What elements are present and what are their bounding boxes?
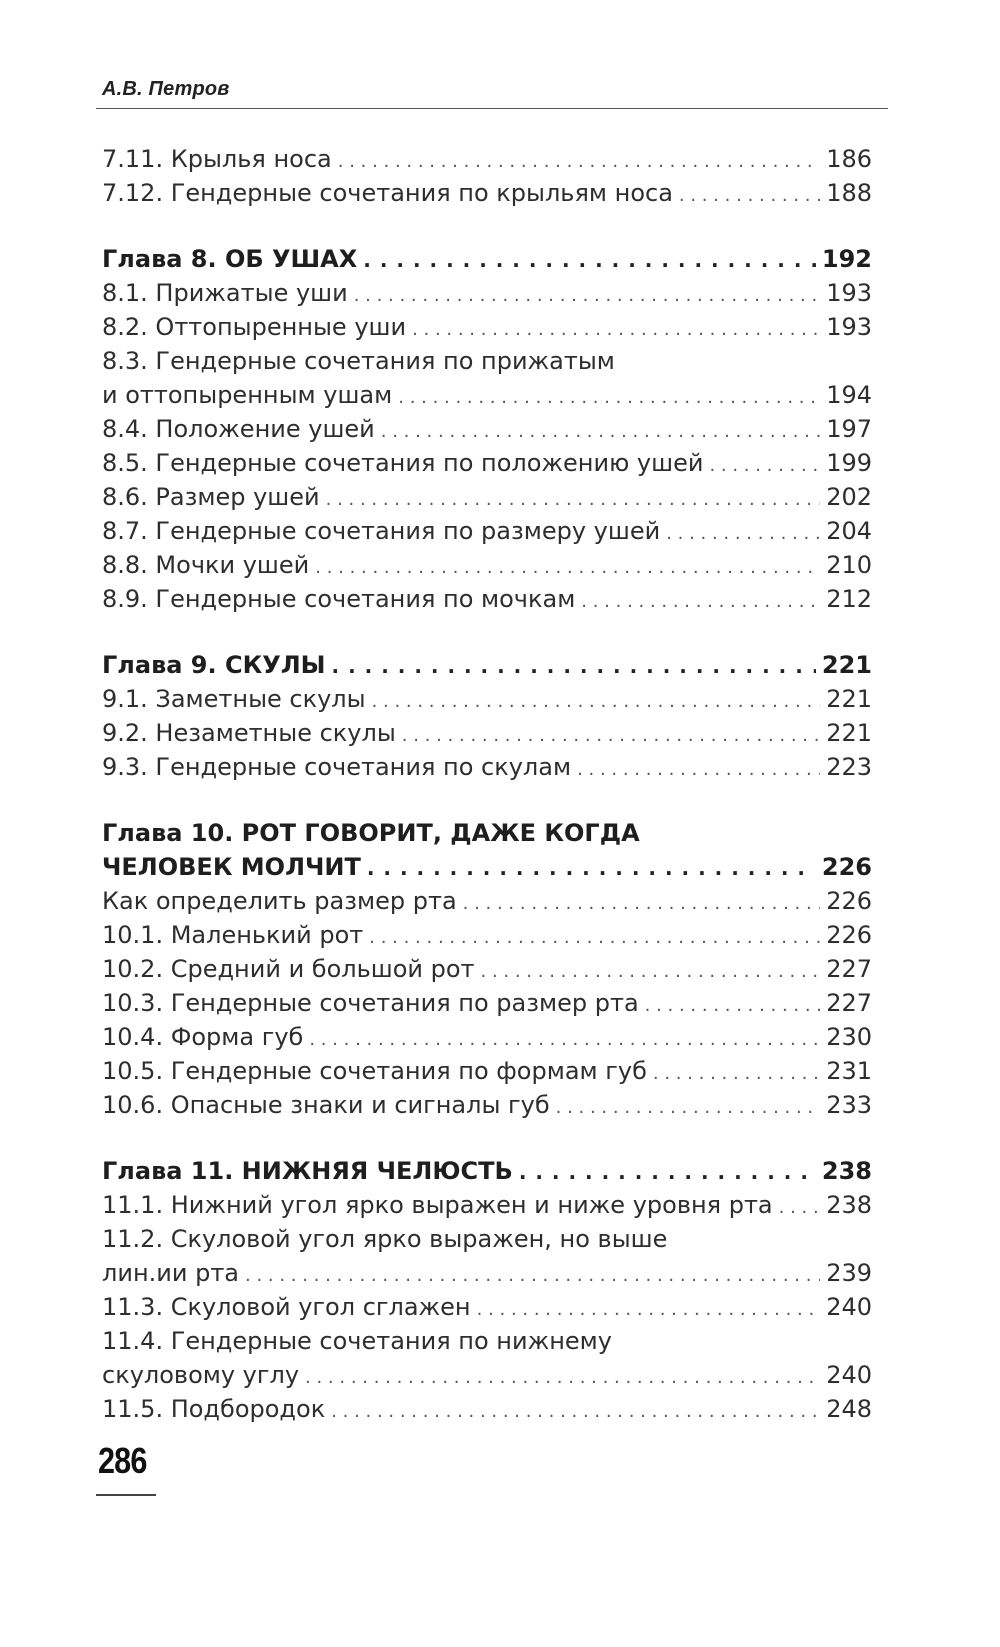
toc-entry-8-3 xyxy=(102,378,872,412)
toc-entry-title: 11.5. Подбородок xyxy=(102,1395,326,1423)
toc-entry-11-5 xyxy=(102,1392,872,1426)
running-header-author: А.В. Петров xyxy=(102,78,230,100)
toc-entry-page: 193 xyxy=(826,313,872,341)
toc-entry-8-8 xyxy=(102,548,872,582)
leader-dots xyxy=(372,682,821,719)
toc-entry-title: 10.6. Опасные знаки и сигналы губ xyxy=(102,1091,550,1119)
toc-entry-page: 199 xyxy=(826,449,872,477)
toc-entry-title: 11.1. Нижний угол ярко выражен и ниже уровня рта xyxy=(102,1191,773,1219)
leader-dots xyxy=(581,582,820,619)
toc-entry-page: 226 xyxy=(826,921,872,949)
toc-entry-page: 233 xyxy=(826,1091,872,1119)
toc-entry-page: 240 xyxy=(826,1361,872,1389)
toc-entry-10-1 xyxy=(102,918,872,952)
chapter-page: 221 xyxy=(821,651,872,679)
leader-dots xyxy=(412,310,820,347)
leader-dots xyxy=(367,850,816,885)
toc-entry-8-7 xyxy=(102,514,872,548)
toc-entry-7-11 xyxy=(102,142,872,176)
leader-dots xyxy=(645,986,821,1023)
toc-entry-title: 8.1. Прижатые уши xyxy=(102,279,348,307)
toc-entry-page: 197 xyxy=(826,415,872,443)
leader-dots xyxy=(245,1256,820,1293)
toc-chapter-10-line1: Глава 10. РОТ ГОВОРИТ, ДАЖЕ КОГДА xyxy=(102,819,640,847)
toc-entry-page: 186 xyxy=(826,145,872,173)
leader-dots xyxy=(315,548,820,585)
leader-dots xyxy=(519,1154,816,1189)
toc-entry-title: 8.6. Размер ушей xyxy=(102,483,320,511)
chapter-title: ЧЕЛОВЕК МОЛЧИТ xyxy=(102,853,361,881)
toc-entry-9-3 xyxy=(102,750,872,784)
toc-entry-page: 231 xyxy=(826,1057,872,1085)
toc-chapter-11 xyxy=(102,1154,872,1188)
toc-entry-title: 9.3. Гендерные сочетания по скулам xyxy=(102,753,572,781)
leader-dots xyxy=(309,1020,820,1057)
leader-dots xyxy=(369,918,820,955)
toc-entry-title: 8.5. Гендерные сочетания по положению ушей xyxy=(102,449,704,477)
header-rule xyxy=(96,108,888,109)
toc-entry-11-2-line1: 11.2. Скуловой угол ярко выражен, но выше xyxy=(102,1225,668,1253)
toc-entry-10-6 xyxy=(102,1088,872,1122)
toc-entry-9-1 xyxy=(102,682,872,716)
toc-entry-title: 7.11. Крылья носа xyxy=(102,145,332,173)
toc-entry-page: 248 xyxy=(826,1395,872,1423)
toc-entry-title: 8.8. Мочки ушей xyxy=(102,551,310,579)
toc-entry-title: 10.4. Форма губ xyxy=(102,1023,304,1051)
table-of-contents xyxy=(102,142,872,1426)
toc-entry-title: лин.ии рта xyxy=(102,1259,240,1287)
leader-dots xyxy=(653,1054,820,1091)
toc-entry-title: 9.2. Незаметные скулы xyxy=(102,719,396,747)
toc-entry-8-5 xyxy=(102,446,872,480)
toc-entry-page: 223 xyxy=(826,753,872,781)
toc-entry-title: и оттопыренным ушам xyxy=(102,381,393,409)
toc-entry-8-4 xyxy=(102,412,872,446)
toc-entry-page: 227 xyxy=(826,989,872,1017)
leader-dots xyxy=(381,412,820,449)
leader-dots xyxy=(463,884,821,921)
chapter-page: 226 xyxy=(821,853,872,881)
toc-entry-title: 8.2. Оттопыренные уши xyxy=(102,313,407,341)
toc-entry-page: 239 xyxy=(826,1259,872,1287)
leader-dots xyxy=(398,378,820,415)
chapter-title: Глава 9. СКУЛЫ xyxy=(102,651,326,679)
chapter-page: 238 xyxy=(821,1157,872,1185)
chapter-title: Глава 11. НИЖНЯЯ ЧЕЛЮСТЬ xyxy=(102,1157,513,1185)
toc-entry-11-4-line1: 11.4. Гендерные сочетания по нижнему xyxy=(102,1327,612,1355)
toc-entry-title: 10.2. Средний и большой рот xyxy=(102,955,475,983)
leader-dots xyxy=(709,446,820,483)
toc-entry-page: 230 xyxy=(826,1023,872,1051)
toc-entry-page: 202 xyxy=(826,483,872,511)
toc-entry-title: 10.3. Гендерные сочетания по размер рта xyxy=(102,989,639,1017)
toc-entry-page: 193 xyxy=(826,279,872,307)
leader-dots xyxy=(477,1290,821,1327)
toc-entry-10-2 xyxy=(102,952,872,986)
toc-entry-7-12 xyxy=(102,176,872,210)
toc-entry-title: Как определить размер рта xyxy=(102,887,457,915)
chapter-title: Глава 8. ОБ УШАХ xyxy=(102,245,358,273)
toc-entry-title: 7.12. Гендерные сочетания по крыльям носа xyxy=(102,179,673,207)
toc-chapter-8 xyxy=(102,242,872,276)
toc-entry-11-2 xyxy=(102,1256,872,1290)
leader-dots xyxy=(338,142,820,179)
toc-entry-page: 194 xyxy=(826,381,872,409)
toc-entry-title: 10.5. Гендерные сочетания по формам губ xyxy=(102,1057,647,1085)
toc-entry-page: 238 xyxy=(826,1191,872,1219)
toc-entry-page: 226 xyxy=(826,887,872,915)
toc-entry-10-4 xyxy=(102,1020,872,1054)
toc-entry-page: 210 xyxy=(826,551,872,579)
leader-dots xyxy=(305,1358,820,1395)
toc-entry-11-4 xyxy=(102,1358,872,1392)
leader-dots xyxy=(666,514,820,551)
toc-entry-page: 204 xyxy=(826,517,872,545)
toc-entry-title: 8.7. Гендерные сочетания по размеру ушей xyxy=(102,517,661,545)
toc-entry-page: 227 xyxy=(826,955,872,983)
toc-entry-title: 11.3. Скуловой угол сглажен xyxy=(102,1293,471,1321)
toc-entry-page: 240 xyxy=(826,1293,872,1321)
toc-entry-10-5 xyxy=(102,1054,872,1088)
toc-entry-page: 188 xyxy=(826,179,872,207)
toc-entry-11-3 xyxy=(102,1290,872,1324)
footer-rule xyxy=(96,1494,156,1496)
toc-entry-11-1 xyxy=(102,1188,872,1222)
chapter-page: 192 xyxy=(821,245,872,273)
toc-entry-page: 221 xyxy=(826,719,872,747)
leader-dots xyxy=(332,648,816,683)
toc-entry-8-3-line1: 8.3. Гендерные сочетания по прижатым xyxy=(102,347,615,375)
toc-entry-8-2 xyxy=(102,310,872,344)
toc-chapter-9 xyxy=(102,648,872,682)
toc-entry-8-9 xyxy=(102,582,872,616)
leader-dots xyxy=(363,242,816,277)
toc-entry-9-2 xyxy=(102,716,872,750)
toc-chapter-10 xyxy=(102,850,872,884)
toc-entry-title: 9.1. Заметные скулы xyxy=(102,685,366,713)
leader-dots xyxy=(779,1188,821,1225)
leader-dots xyxy=(326,480,821,517)
leader-dots xyxy=(354,276,820,313)
toc-entry-10-3 xyxy=(102,986,872,1020)
leader-dots xyxy=(481,952,821,989)
leader-dots xyxy=(679,176,820,213)
toc-entry-10-0 xyxy=(102,884,872,918)
leader-dots xyxy=(577,750,820,787)
toc-entry-title: 8.4. Положение ушей xyxy=(102,415,375,443)
toc-entry-8-1 xyxy=(102,276,872,310)
toc-entry-8-6 xyxy=(102,480,872,514)
leader-dots xyxy=(556,1088,821,1125)
toc-entry-title: 8.9. Гендерные сочетания по мочкам xyxy=(102,585,576,613)
leader-dots xyxy=(402,716,820,753)
toc-entry-title: 10.1. Маленький рот xyxy=(102,921,364,949)
leader-dots xyxy=(331,1392,820,1429)
toc-entry-title: скуловому углу xyxy=(102,1361,300,1389)
toc-entry-page: 221 xyxy=(826,685,872,713)
toc-entry-page: 212 xyxy=(826,585,872,613)
page-number: 286 xyxy=(98,1440,147,1481)
